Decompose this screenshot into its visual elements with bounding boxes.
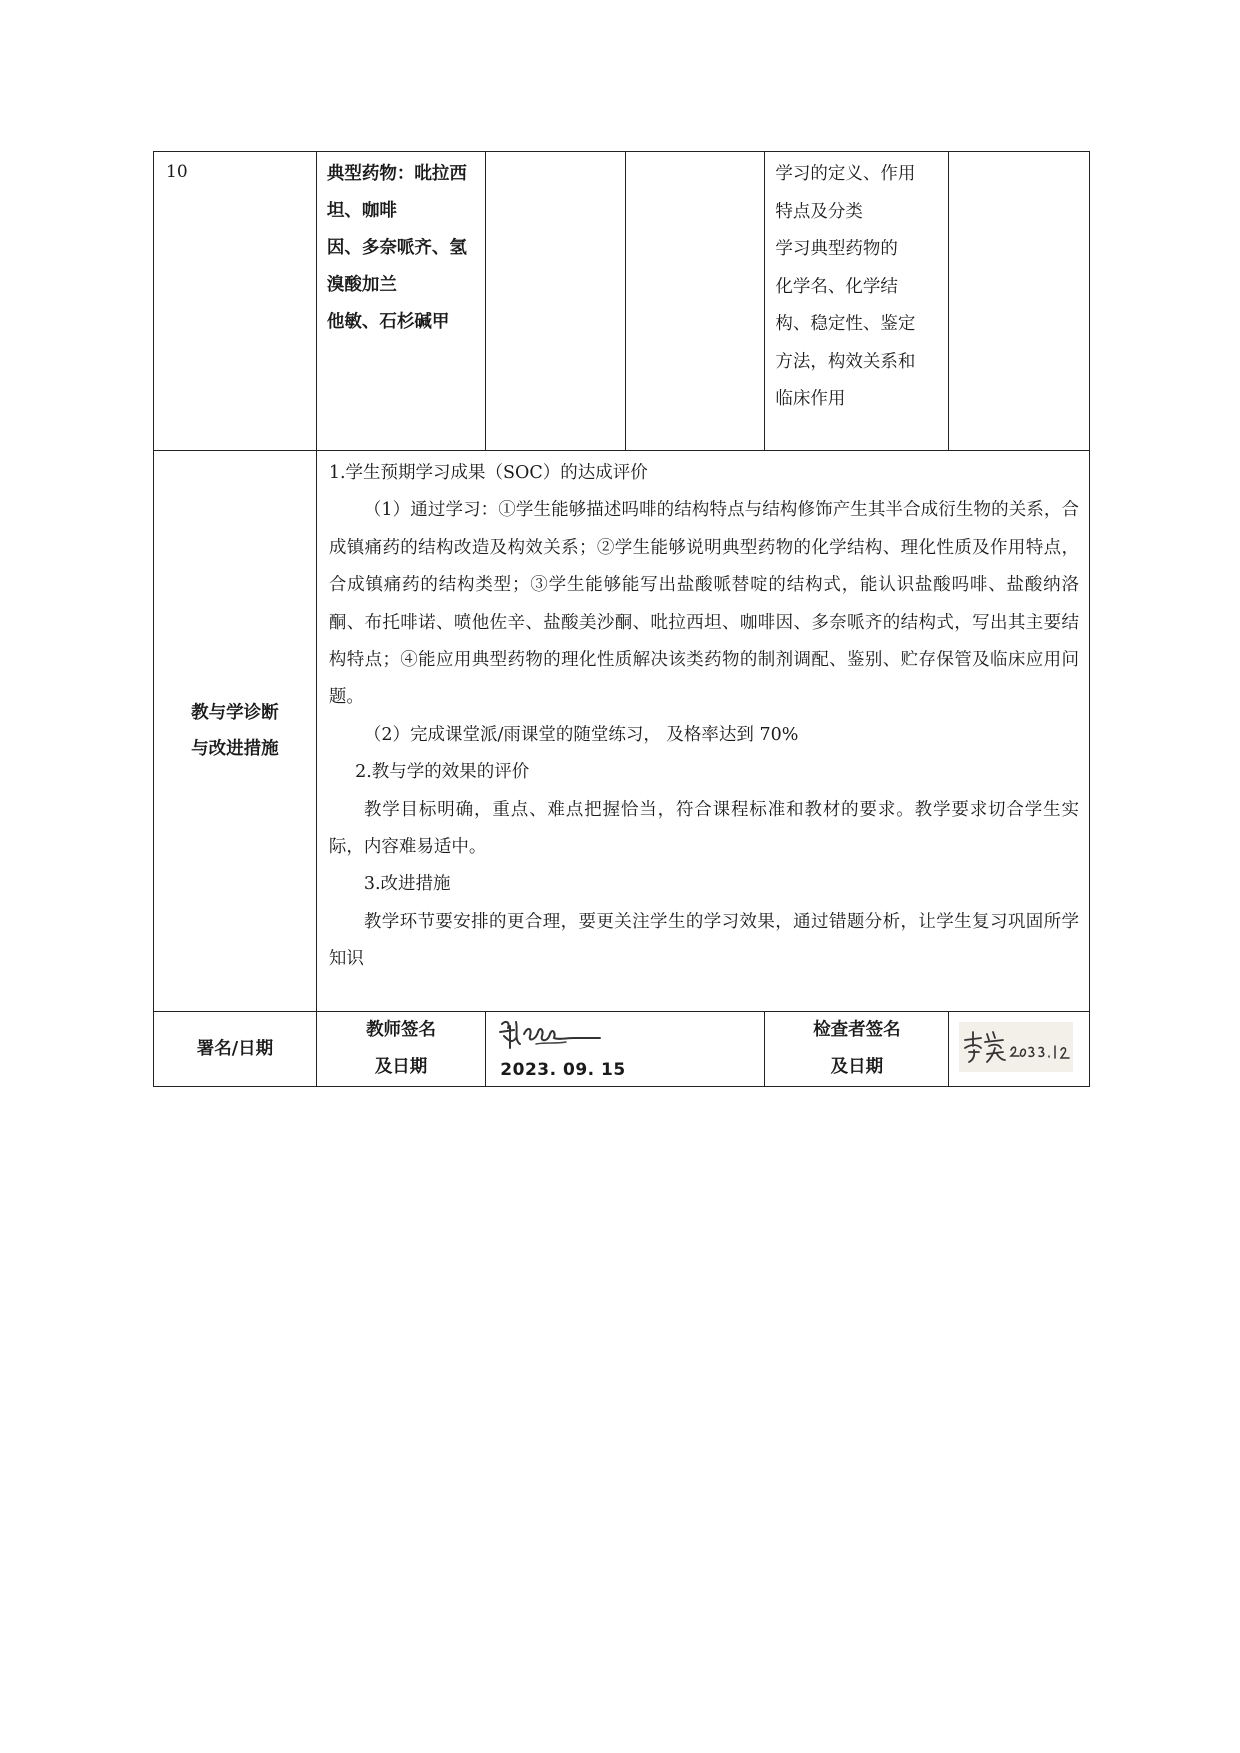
drugs-line: 因、多奈哌齐、氢溴酸加兰: [326, 238, 467, 295]
checker-label-line: 及日期: [830, 1057, 884, 1077]
diagnosis-content: [316, 451, 1089, 1012]
checker-label-line: 检查者签名: [813, 1020, 901, 1040]
soc-item-1: （1）通过学习：①学生能够描述吗啡的结构特点与结构修饰产生其半合成衍生物的关系，合成镇痛药的结构改造及构效关系；②学生能够说明典型药物的化学结构、理化性质及作用特点，合成镇痛药的结构类型；③学生能够能写出盐酸哌替啶的结构式，能认识盐酸吗啡、盐酸纳洛酮、布托啡诺、喷他佐辛、盐酸美沙酮、吡拉西坦、咖啡因、多奈哌齐的结构式，写出其主要结构特点；④能应用典型药物的理化性质解决该类药物的制剂调配、鉴别、贮存保管及临床应用问题。: [328, 500, 1079, 708]
study-line: 临床作用: [775, 389, 846, 409]
study-line: 方法，构效关系和: [775, 351, 916, 372]
soc-item-2: （2）完成课堂派/雨课堂的随堂练习， 及格率达到 70%: [363, 724, 799, 745]
diagnosis-label: [154, 451, 317, 1012]
empty-cell: [949, 152, 1090, 451]
typical-drugs-cell: [316, 152, 485, 451]
checker-signature-cell: [949, 1012, 1090, 1087]
study-line: 学习典型药物的: [775, 239, 898, 259]
soc-heading: 1.学生预期学习成果（SOC）的达成评价: [328, 463, 648, 483]
drugs-line: 他敏、石杉碱甲: [326, 312, 450, 332]
empty-cell: [625, 152, 765, 451]
study-line: 特点及分类: [775, 201, 863, 222]
study-line: 学习的定义、作用: [775, 164, 916, 184]
lesson-plan-table: [153, 151, 1090, 1087]
teacher-signature-image: [496, 1014, 606, 1056]
teacher-sign-label: [316, 1012, 485, 1087]
effect-heading: 2.教与学的效果的评价: [355, 762, 530, 783]
teacher-signature-cell: [486, 1012, 765, 1087]
teacher-sign-date: 2023. 09. 15: [500, 1060, 626, 1080]
diagnosis-label-line: 与改进措施: [191, 739, 279, 759]
improve-text: 教学环节要安排的更合理，要更关注学生的学习效果，通过错题分析，让学生复习巩固所学知识: [328, 911, 1079, 970]
study-content-cell: [765, 152, 949, 451]
signature-row: [154, 1012, 1090, 1087]
row-number: 10: [154, 152, 317, 451]
drugs-line: 典型药物：吡拉西坦、咖啡: [326, 164, 467, 221]
checker-signature-image: [959, 1022, 1073, 1072]
signature-label: 署名/日期: [154, 1012, 317, 1087]
diagnosis-label-line: 教与学诊断: [191, 703, 279, 723]
checker-sign-label: [765, 1012, 949, 1087]
diagnosis-row: [154, 451, 1090, 1012]
study-line: 构、稳定性、鉴定: [775, 314, 916, 334]
row-10: [154, 152, 1090, 451]
teacher-label-line: 及日期: [374, 1057, 428, 1077]
effect-text: 教学目标明确，重点、难点把握恰当，符合课程标准和教材的要求。教学要求切合学生实际，内容难易适中。: [328, 799, 1079, 858]
study-line: 化学名、化学结: [775, 276, 898, 297]
teacher-label-line: 教师签名: [366, 1020, 437, 1040]
empty-cell: [486, 152, 626, 451]
improve-heading: 3.改进措施: [363, 874, 451, 895]
